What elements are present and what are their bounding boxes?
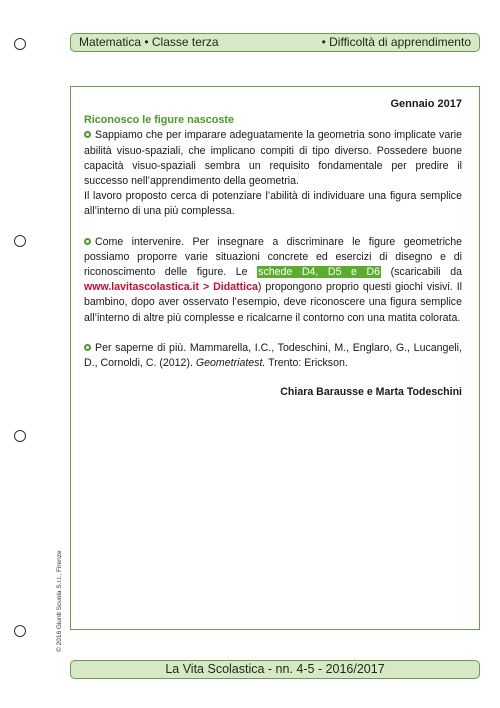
binder-hole — [14, 430, 26, 442]
how-paragraph: Come intervenire. Per insegnare a discriminare le figure geometriche possiamo proporre varie situazioni concrete ed esercizi di disegno e di riconoscimento delle figure. Le schede D4, D5 e D6 (scaricabili da www.lavitascolastica.it > Didattica) propongono proprio questi giochi visivi. Il bambino, dopo aver osservato l’esempio, deve riconoscere una figura semplice all’interno di altre più complesse e ricalcarne il contorno con una matita colorata. — [84, 235, 462, 324]
bullet-icon — [84, 131, 91, 138]
article-signature: Chiara Barausse e Marta Todeschini — [280, 386, 462, 399]
more-lead: Per saperne di più. — [95, 341, 187, 354]
worksheets-highlight[interactable]: schede D4, D5 e D6 — [258, 266, 381, 279]
binder-hole — [14, 38, 26, 50]
article-date: Gennaio 2017 — [390, 98, 462, 110]
bullet-icon — [84, 238, 91, 245]
binder-hole — [14, 625, 26, 637]
intro-paragraph: Sappiamo che per imparare adeguatamente la geometria sono implicate varie abilità visuo-spaziali, che implicano compiti di tipo diverso. Possedere buone capacità visuo-spaziali sembra un requisito fondamentale per predire il successo nell’apprendimento della geometria. — [84, 129, 462, 188]
footer-band — [70, 660, 480, 679]
header-band — [70, 33, 480, 52]
copyright-notice: © 2016 Giunti Scuola S.r.l., Firenze — [56, 550, 63, 652]
article-title: Riconosco le figure nascoste — [84, 114, 234, 127]
book-title: Geometriatest. — [195, 357, 266, 370]
header-topic: • Difficoltà di apprendimento — [321, 35, 471, 49]
intro-paragraph-2: Il lavoro proposto cerca di potenziare l’abilità di individuare una figura semplice all’interno di una più complessa. — [84, 190, 462, 218]
references-paragraph: Per saperne di più. Mammarella, I.C., Todeschini, M., Englaro, G., Lucangeli, D., Cornoldi, C. (2012). Geometriatest. Trento: Erickson. — [84, 341, 462, 370]
binder-hole — [14, 235, 26, 247]
website-link[interactable]: www.lavitascolastica.it > Didattica — [84, 281, 258, 294]
article-content — [84, 97, 462, 400]
how-lead: Come intervenire. — [95, 235, 185, 248]
footer-text: La Vita Scolastica - nn. 4-5 - 2016/2017 — [165, 662, 385, 676]
header-subject: Matematica • Classe terza — [79, 35, 219, 49]
bullet-icon — [84, 344, 91, 351]
